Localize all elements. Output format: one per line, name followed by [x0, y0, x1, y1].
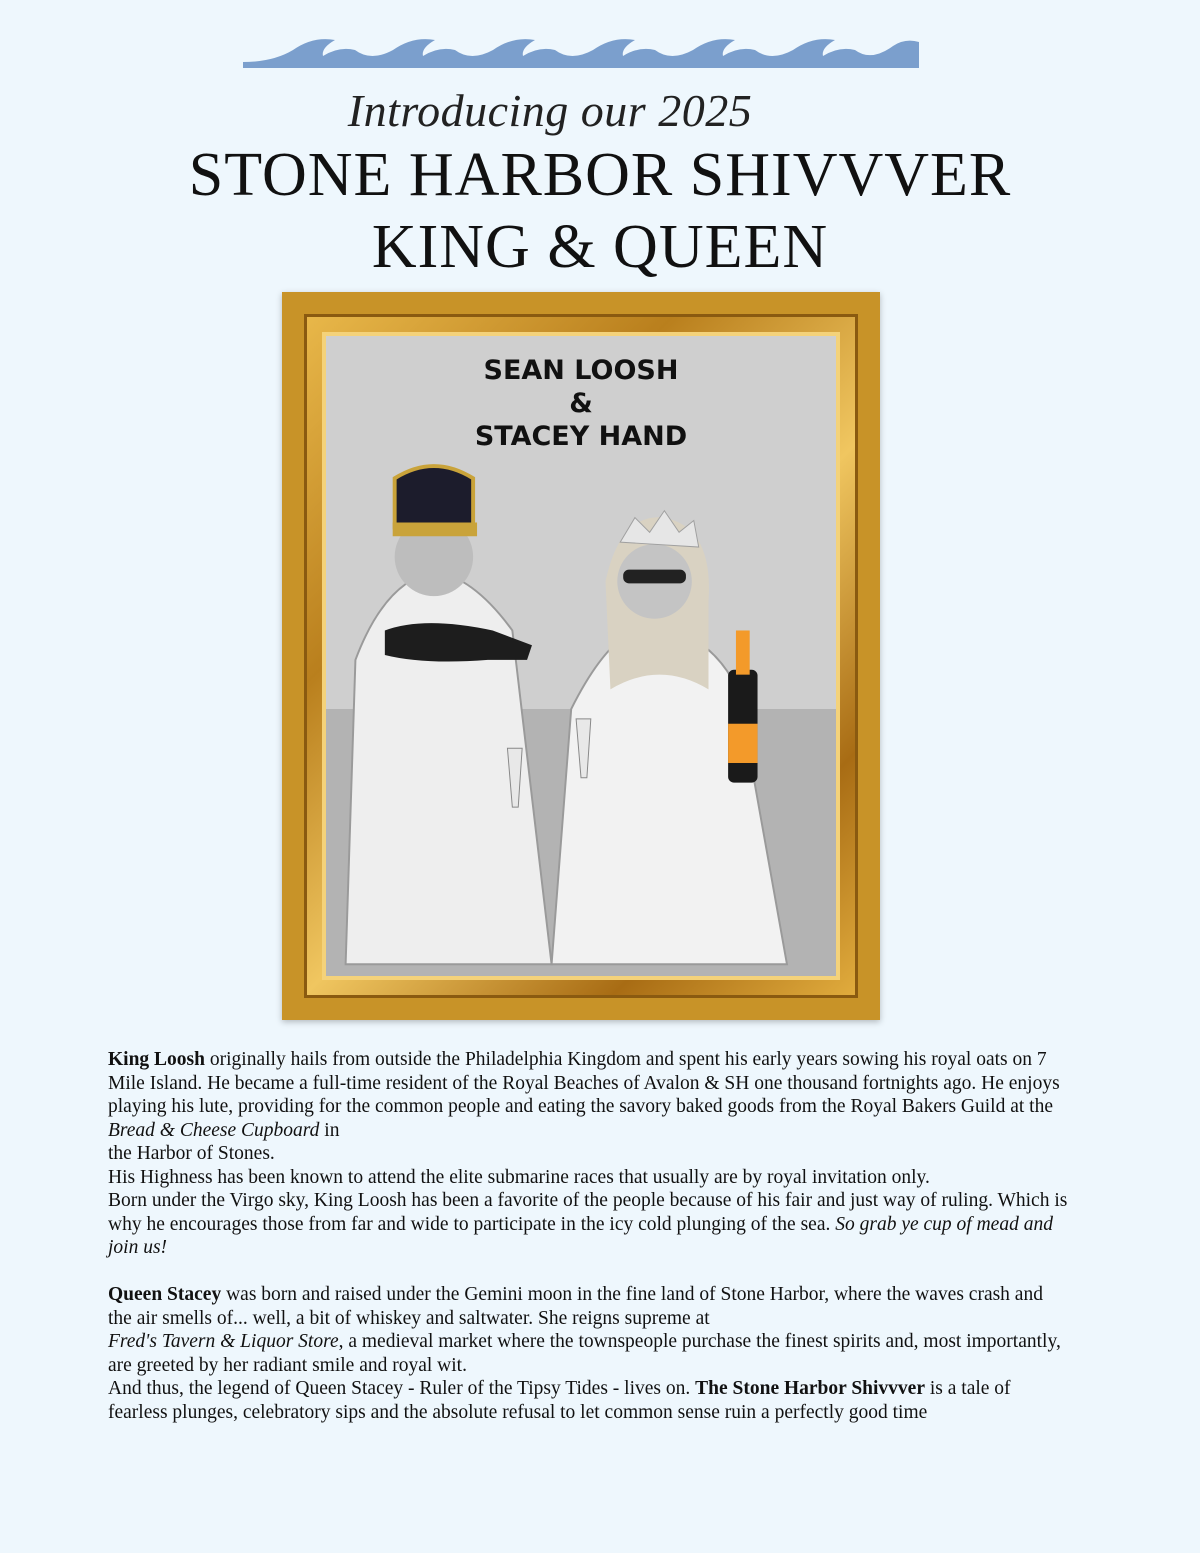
queen-paragraph: Queen Stacey was born and raised under the Gemini moon in the fine land of Stone Harbor, where the waves crash and the air smells of... well, a bit of whiskey and saltwater. She reigns supreme at [108, 1284, 1043, 1329]
intro-heading: Introducing our 2025 [347, 85, 753, 136]
title-line-1: STONE HARBOR SHIVVVER [188, 141, 1012, 209]
title-line-2: KING & QUEEN [371, 213, 829, 281]
king-paragraph-3: His Highness has been known to attend the elite submarine races that usually are by royal invitation only. [108, 1166, 930, 1188]
queen-paragraph-2: Fred's Tavern & Liquor Store, a medieval market where the townspeople purchase the finest spirits and, most importantly, are greeted by her radiant smile and royal wit. [108, 1331, 1061, 1376]
king-name: King Loosh [108, 1049, 205, 1070]
story-text [108, 1048, 1068, 1424]
name-queen: STACEY HAND [474, 421, 688, 452]
king-paragraph-4: Born under the Virgo sky, King Loosh has been a favorite of the people because of his fair and just way of ruling. Which is why he encourages those from far and wide to participate in the icy cold plunging of the sea. So grab ye cup of mead and join us! [108, 1190, 1068, 1258]
name-ampersand: & [569, 388, 593, 419]
name-king: SEAN LOOSH [483, 355, 679, 386]
wave-decoration [243, 32, 919, 72]
king-crown [395, 466, 473, 527]
couple-names [326, 354, 836, 453]
queen-paragraph-3: And thus, the legend of Queen Stacey - Ruler of the Tipsy Tides - lives on. The Stone Harbor Shivvver is a tale of fearless plunges, celebratory sips and the absolute refusal to let common sense ruin a perfectly good time [108, 1378, 1011, 1423]
king-paragraph-2: the Harbor of Stones. [108, 1143, 275, 1164]
king-paragraph: King Loosh originally hails from outside the Philadelphia Kingdom and spent his early years sowing his royal oats on 7 Mile Island. He became a full-time resident of the Royal Beaches of Avalon & SH one thousand fortnights ago. He enjoys playing his lute, providing for the common people and eating the savory baked goods from the Royal Bakers Guild at the Bread & Cheese Cupboard in [108, 1049, 1060, 1141]
portrait-photo [322, 332, 840, 980]
wave-shape [243, 39, 919, 68]
gold-picture-frame [282, 292, 880, 1020]
queen-name: Queen Stacey [108, 1284, 222, 1305]
